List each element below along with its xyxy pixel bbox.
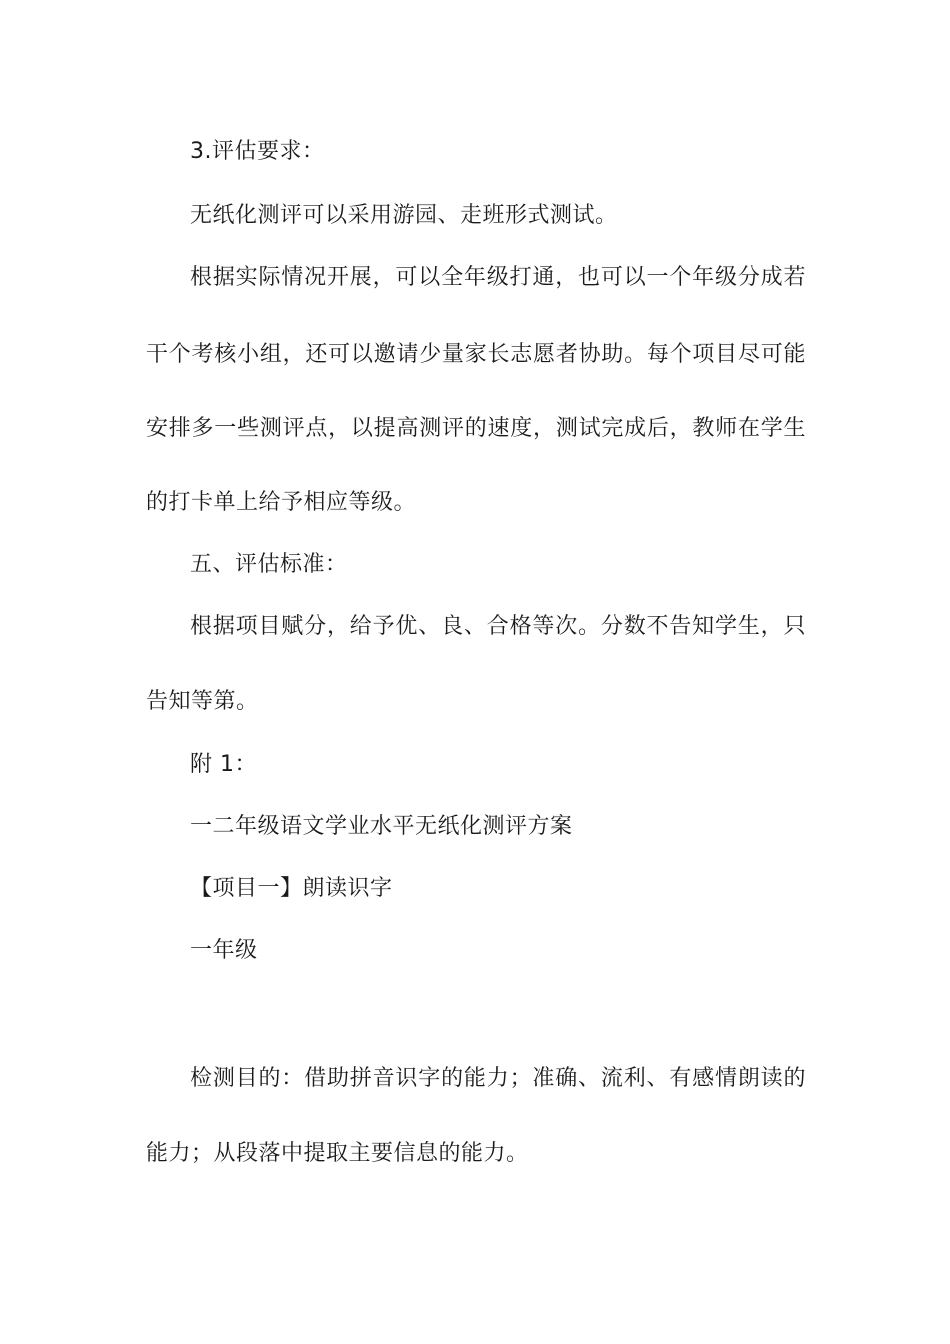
paragraph-line: 无纸化测评可以采用游园、走班形式测试。 [190, 203, 618, 228]
paragraph-line: 根据实际情况开展，可以全年级打通，也可以一个年级分成若 [190, 265, 806, 290]
section-heading-evaluation-requirements: 3.评估要求： [190, 139, 325, 164]
paragraph-line: 安排多一些测评点，以提高测评的速度，测试完成后，教师在学生 [146, 416, 806, 441]
paragraph-line: 干个考核小组，还可以邀请少量家长志愿者协助。每个项目尽可能 [146, 342, 806, 367]
grade-label: 一年级 [190, 938, 258, 963]
appendix-title: 一二年级语文学业水平无纸化测评方案 [190, 814, 573, 839]
section-heading-evaluation-standards: 五、评估标准： [190, 552, 348, 577]
paragraph-line: 检测目的：借助拼音识字的能力；准确、流利、有感情朗读的 [190, 1066, 806, 1091]
paragraph-line: 的打卡单上给予相应等级。 [146, 490, 417, 515]
appendix-label: 附 1： [190, 752, 257, 777]
project-heading: 【项目一】朗读识字 [190, 876, 393, 901]
paragraph-line: 告知等第。 [146, 689, 259, 714]
paragraph-line: 能力；从段落中提取主要信息的能力。 [146, 1141, 529, 1166]
paragraph-line: 根据项目赋分，给予优、良、合格等次。分数不告知学生，只 [190, 614, 806, 639]
